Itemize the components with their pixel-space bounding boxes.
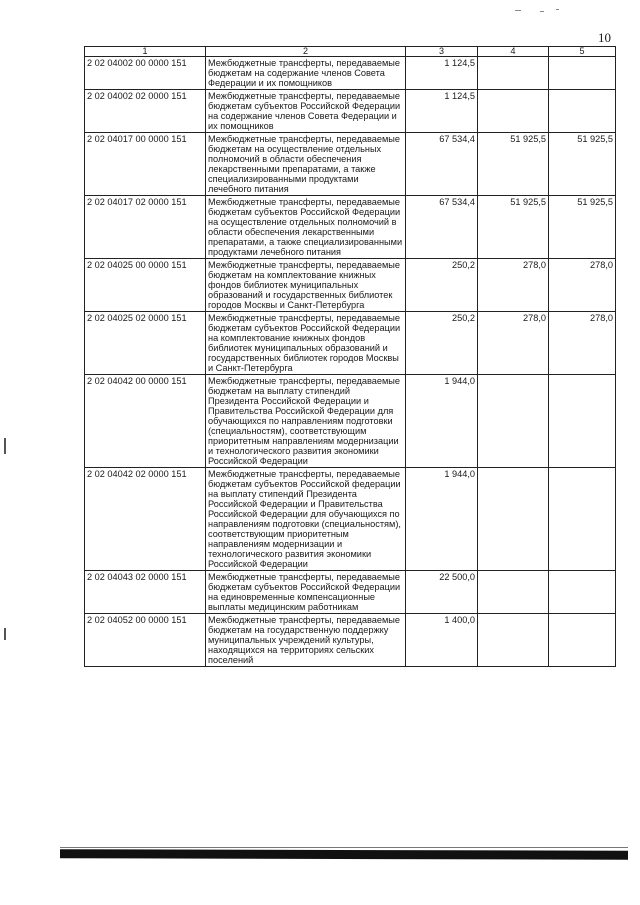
table-row [85,196,616,259]
row-amount-col4 [478,468,549,571]
row-amount-col5 [549,90,616,133]
row-amount-col3: 67 534,4 [406,133,478,196]
row-code: 2 02 04052 00 0000 151 [85,614,206,667]
row-name: Межбюджетные трансферты, передаваемые бюджетам субъектов Российской Федерации на комплектование книжных фондов библиотек муниципальных образований и государственных библиотек городов Москвы и Санкт-Петербурга [206,312,406,375]
row-code: 2 02 04025 00 0000 151 [85,259,206,312]
row-code: 2 02 04017 02 0000 151 [85,196,206,259]
table-row [85,259,616,312]
row-name: Межбюджетные трансферты, передаваемые бюджетам субъектов Российской Федерации на содержание членов Совета Федерации и их помощников [206,90,406,133]
row-amount-col3: 22 500,0 [406,571,478,614]
row-amount-col5 [549,57,616,90]
row-amount-col3: 67 534,4 [406,196,478,259]
row-amount-col3: 250,2 [406,259,478,312]
header-col-2: 2 [206,47,406,57]
budget-table [84,46,616,667]
row-amount-col4 [478,614,549,667]
row-amount-col3: 1 944,0 [406,375,478,468]
row-amount-col4: 51 925,5 [478,133,549,196]
row-amount-col3: 1 124,5 [406,57,478,90]
header-col-5: 5 [549,47,616,57]
table-row [85,614,616,667]
row-code: 2 02 04042 00 0000 151 [85,375,206,468]
row-amount-col5 [549,468,616,571]
row-amount-col3: 1 124,5 [406,90,478,133]
row-amount-col4: 278,0 [478,259,549,312]
row-amount-col5 [549,614,616,667]
row-code: 2 02 04043 02 0000 151 [85,571,206,614]
row-amount-col3: 250,2 [406,312,478,375]
scan-mark [515,10,521,11]
header-col-4: 4 [478,47,549,57]
row-name: Межбюджетные трансферты, передаваемые бюджетам субъектов Российской Федерации на единовременные компенсационные выплаты медицинским работникам [206,571,406,614]
row-amount-col4: 278,0 [478,312,549,375]
table-row [85,312,616,375]
row-code: 2 02 04002 02 0000 151 [85,90,206,133]
row-code: 2 02 04002 00 0000 151 [85,57,206,90]
row-amount-col4: 51 925,5 [478,196,549,259]
row-code: 2 02 04042 02 0000 151 [85,468,206,571]
table-row [85,571,616,614]
row-code: 2 02 04017 00 0000 151 [85,133,206,196]
table-body [85,57,616,667]
row-amount-col4 [478,375,549,468]
table-row [85,133,616,196]
row-amount-col5 [549,375,616,468]
row-amount-col3: 1 944,0 [406,468,478,571]
row-name: Межбюджетные трансферты, передаваемые бюджетам на осуществление отдельных полномочий в области обеспечения лекарственными препаратами, а также специализированными продуктами лечебного питания [206,133,406,196]
scan-mark [4,628,6,640]
row-amount-col5: 278,0 [549,259,616,312]
row-amount-col5: 51 925,5 [549,133,616,196]
scan-edge-line [60,847,628,848]
row-amount-col5 [549,571,616,614]
row-name: Межбюджетные трансферты, передаваемые бюджетам на выплату стипендий Президента Российской Федерации и Правительства Российской Федерации для обучающихся по направлениям подготовки (специальностям), соответствующим приоритетным направлениям модернизации и технологического развития экономики Российской Федерации [206,375,406,468]
table-row [85,57,616,90]
row-name: Межбюджетные трансферты, передаваемые бюджетам субъектов Российской Федерации на осуществление отдельных полномочий в области обеспечения лекарственными препаратами, а также специализированными продуктами лечебного питания [206,196,406,259]
page-number: 10 [598,30,611,45]
row-name: Межбюджетные трансферты, передаваемые бюджетам на комплектование книжных фондов библиотек муниципальных образований и государственных библиотек городов Москвы и Санкт-Петербурга [206,259,406,312]
row-name: Межбюджетные трансферты, передаваемые бюджетам на содержание членов Совета Федерации и их помощников [206,57,406,90]
row-name: Межбюджетные трансферты, передаваемые бюджетам субъектов Российской федерации на выплату стипендий Президента Российской Федерации и Правительства Российской Федерации для обучающихся по направлениям подготовки (специальностям), соответствующим приоритетным направлениям модернизации и технологического развития экономики Российской Федерации [206,468,406,571]
row-amount-col5: 278,0 [549,312,616,375]
scan-mark [540,11,544,12]
row-name: Межбюджетные трансферты, передаваемые бюджетам на государственную поддержку муниципальных учреждений культуры, находящихся на территориях сельских поселений [206,614,406,667]
row-amount-col5: 51 925,5 [549,196,616,259]
row-amount-col4 [478,57,549,90]
scan-mark [4,438,6,454]
row-amount-col4 [478,90,549,133]
row-code: 2 02 04025 02 0000 151 [85,312,206,375]
scan-edge-bar [60,849,628,859]
table-row [85,90,616,133]
header-col-3: 3 [406,47,478,57]
table-header [85,47,616,57]
scan-mark [556,9,559,10]
row-amount-col3: 1 400,0 [406,614,478,667]
table-row [85,375,616,468]
header-col-1: 1 [85,47,206,57]
row-amount-col4 [478,571,549,614]
table-row [85,468,616,571]
header-row [85,47,616,57]
